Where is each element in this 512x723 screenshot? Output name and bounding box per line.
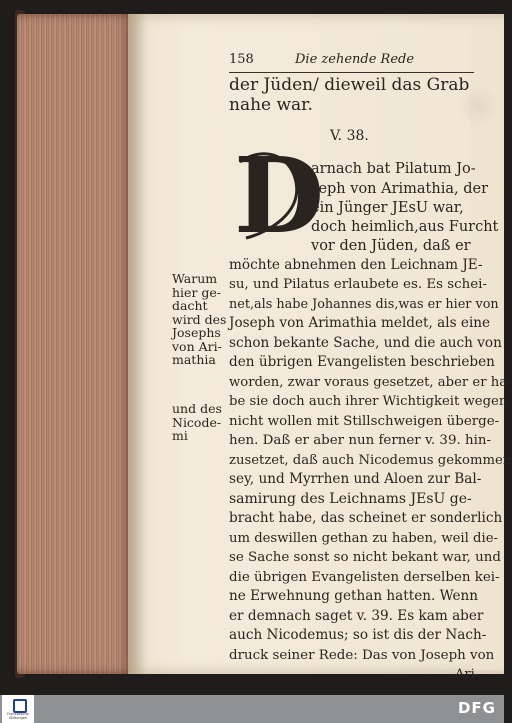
page-number: 158 xyxy=(229,52,254,67)
margin-note-line: Warum xyxy=(172,271,218,286)
text-line: ein Jünger JEsU war, xyxy=(311,200,464,216)
dfg-logo[interactable]: DFG xyxy=(457,699,496,717)
text-line: Joseph von Arimathia meldet, als eine xyxy=(229,315,491,331)
text-line: druck seiner Rede: Das von Joseph von xyxy=(229,648,495,663)
margin-note-line: mathia xyxy=(172,352,216,367)
text-line: zusetzet, daß auch Nicodemus gekommen xyxy=(229,453,512,468)
page-block-edge xyxy=(17,14,133,674)
viewer-footer-bar xyxy=(0,695,504,723)
text-line: er demnach saget v. 39. Es kam aber xyxy=(229,608,484,624)
text-line: auch Nicodemus; so ist dis der Nach- xyxy=(229,627,487,643)
text-line: um deswillen gethan zu haben, weil die- xyxy=(229,531,498,546)
text-line: vor den Jüden, daß er xyxy=(311,238,471,254)
text-line: möchte abnehmen den Leichnam JE- xyxy=(229,257,483,273)
text-line: arnach bat Pilatum Jo- xyxy=(311,161,476,177)
text-line: be sie doch auch ihrer Wichtigkeit wegen xyxy=(229,394,508,409)
text-line: doch heimlich,aus Furcht xyxy=(311,219,499,235)
text-block xyxy=(229,0,512,723)
text-line: worden, zwar voraus gesetzet, aber er ha- xyxy=(229,375,512,390)
text-line: samirung des Leichnams JEsU ge- xyxy=(229,491,472,507)
text-line: den übrigen Evangelisten beschrieben xyxy=(229,354,495,370)
text-line: hen. Daß er aber nun ferner v. 39. hin- xyxy=(229,433,492,448)
text-line: seph von Arimathia, der xyxy=(311,181,489,197)
margin-note xyxy=(172,402,222,443)
text-line: se Sache sonst so nicht bekant war, und xyxy=(229,550,502,565)
text-line: der Jüden/ dieweil das Grab xyxy=(229,75,470,95)
text-line: bracht habe, das scheinet er sonderlich xyxy=(229,510,503,526)
margin-note xyxy=(172,272,226,367)
text-line: ne Erwehnung gethan hatten. Wenn xyxy=(229,588,479,604)
text-line-catchword: Ari- xyxy=(455,667,480,682)
text-line: su, und Pilatus erlaubete es. Es schei- xyxy=(229,277,487,292)
library-emblem-icon xyxy=(13,699,27,713)
margin-note-line: Josephs xyxy=(172,325,221,340)
text-line: nahe war. xyxy=(229,95,313,115)
margin-note-line: hier ge- xyxy=(172,284,222,300)
margin-note-line: mi xyxy=(172,428,188,443)
margin-note-line: Nicode- xyxy=(172,414,222,430)
text-line: sey, und Myrrhen und Aloen zur Bal- xyxy=(229,471,482,487)
verse-heading: V. 38. xyxy=(330,128,369,144)
running-title: Die zehende Rede xyxy=(295,52,415,67)
text-line: schon bekante Sache, und die auch von xyxy=(229,335,502,351)
margin-note-line: dacht xyxy=(172,298,208,313)
library-label: Franckesche Stiftungen xyxy=(7,712,29,720)
library-logo[interactable] xyxy=(2,695,34,723)
text-line: die übrigen Evangelisten derselben kei- xyxy=(229,570,500,585)
text-line: net,als habe Johannes dis,was er hier von xyxy=(229,297,499,312)
margin-note-line: von Ari- xyxy=(172,338,222,354)
margin-note-line: wird des xyxy=(172,311,227,327)
drop-cap-letter: D xyxy=(234,134,325,257)
margin-note-line: und des xyxy=(172,401,222,416)
text-line: nicht wollen mit Stillschweigen überge- xyxy=(229,414,500,429)
